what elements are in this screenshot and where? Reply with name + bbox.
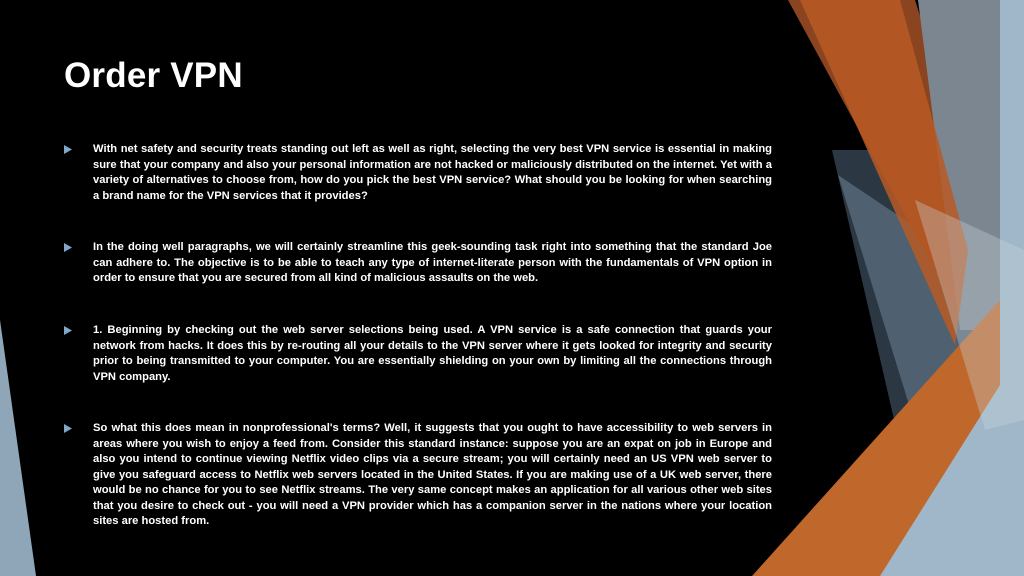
triangle-bullet-icon [64,323,93,335]
bullet-item [64,240,772,287]
bullet-text: With net safety and security treats standing out left as well as right, selecting the very best VPN service is essential in making sure that your company and also your personal information are not hacked or maliciously distributed on the internet. Yet with a variety of alternatives to choose from, how do you pick the best VPN service? What should you be looking for when searching a brand name for the VPN services that it provides? [93,143,772,202]
triangle-bullet-icon [64,421,93,433]
left-edge-shape [0,320,36,576]
triangle-bullet-icon [64,142,93,154]
bullet-text: 1. Beginning by checking out the web server selections being used. A VPN service is a safe connection that guards your network from hacks. It does this by re-routing all your details to the VPN server where it gets looked for integrity and security prior to being transmitted to your computer. You are essentially shielding on your own by limiting all the connections through VPN company. [93,324,772,383]
bullet-item [64,142,772,204]
bullet-item [64,421,772,530]
slide-title: Order VPN [64,56,243,95]
bullet-text: In the doing well paragraphs, we will certainly streamline this geek-sounding task right into something that the standard Joe can adhere to. The objective is to be able to teach any type of internet-literate person with the fundamentals of VPN option in order to ensure that you are secured from all kind of malicious assaults on the web. [93,241,772,284]
bullet-item [64,323,772,385]
bullet-text: So what this does mean in nonprofessional's terms? Well, it suggests that you ought to have accessibility to web servers in areas where you wish to enjoy a feed from. Consider this standard instance: suppose you are an expat on job in Europe and also you intend to continue viewing Netflix video clips via a secure stream; you will certainly need an US VPN web server to give you safeguard access to Netflix web servers located in the United States. If you are making use of a UK web server, there would be no chance for you to see Netflix streams. The very same concept makes an application for all various other web sites that you desire to check out - you will need a VPN provider which has a companion server in the nations where your location sites are hosted from. [93,422,772,527]
triangle-bullet-icon [64,240,93,252]
